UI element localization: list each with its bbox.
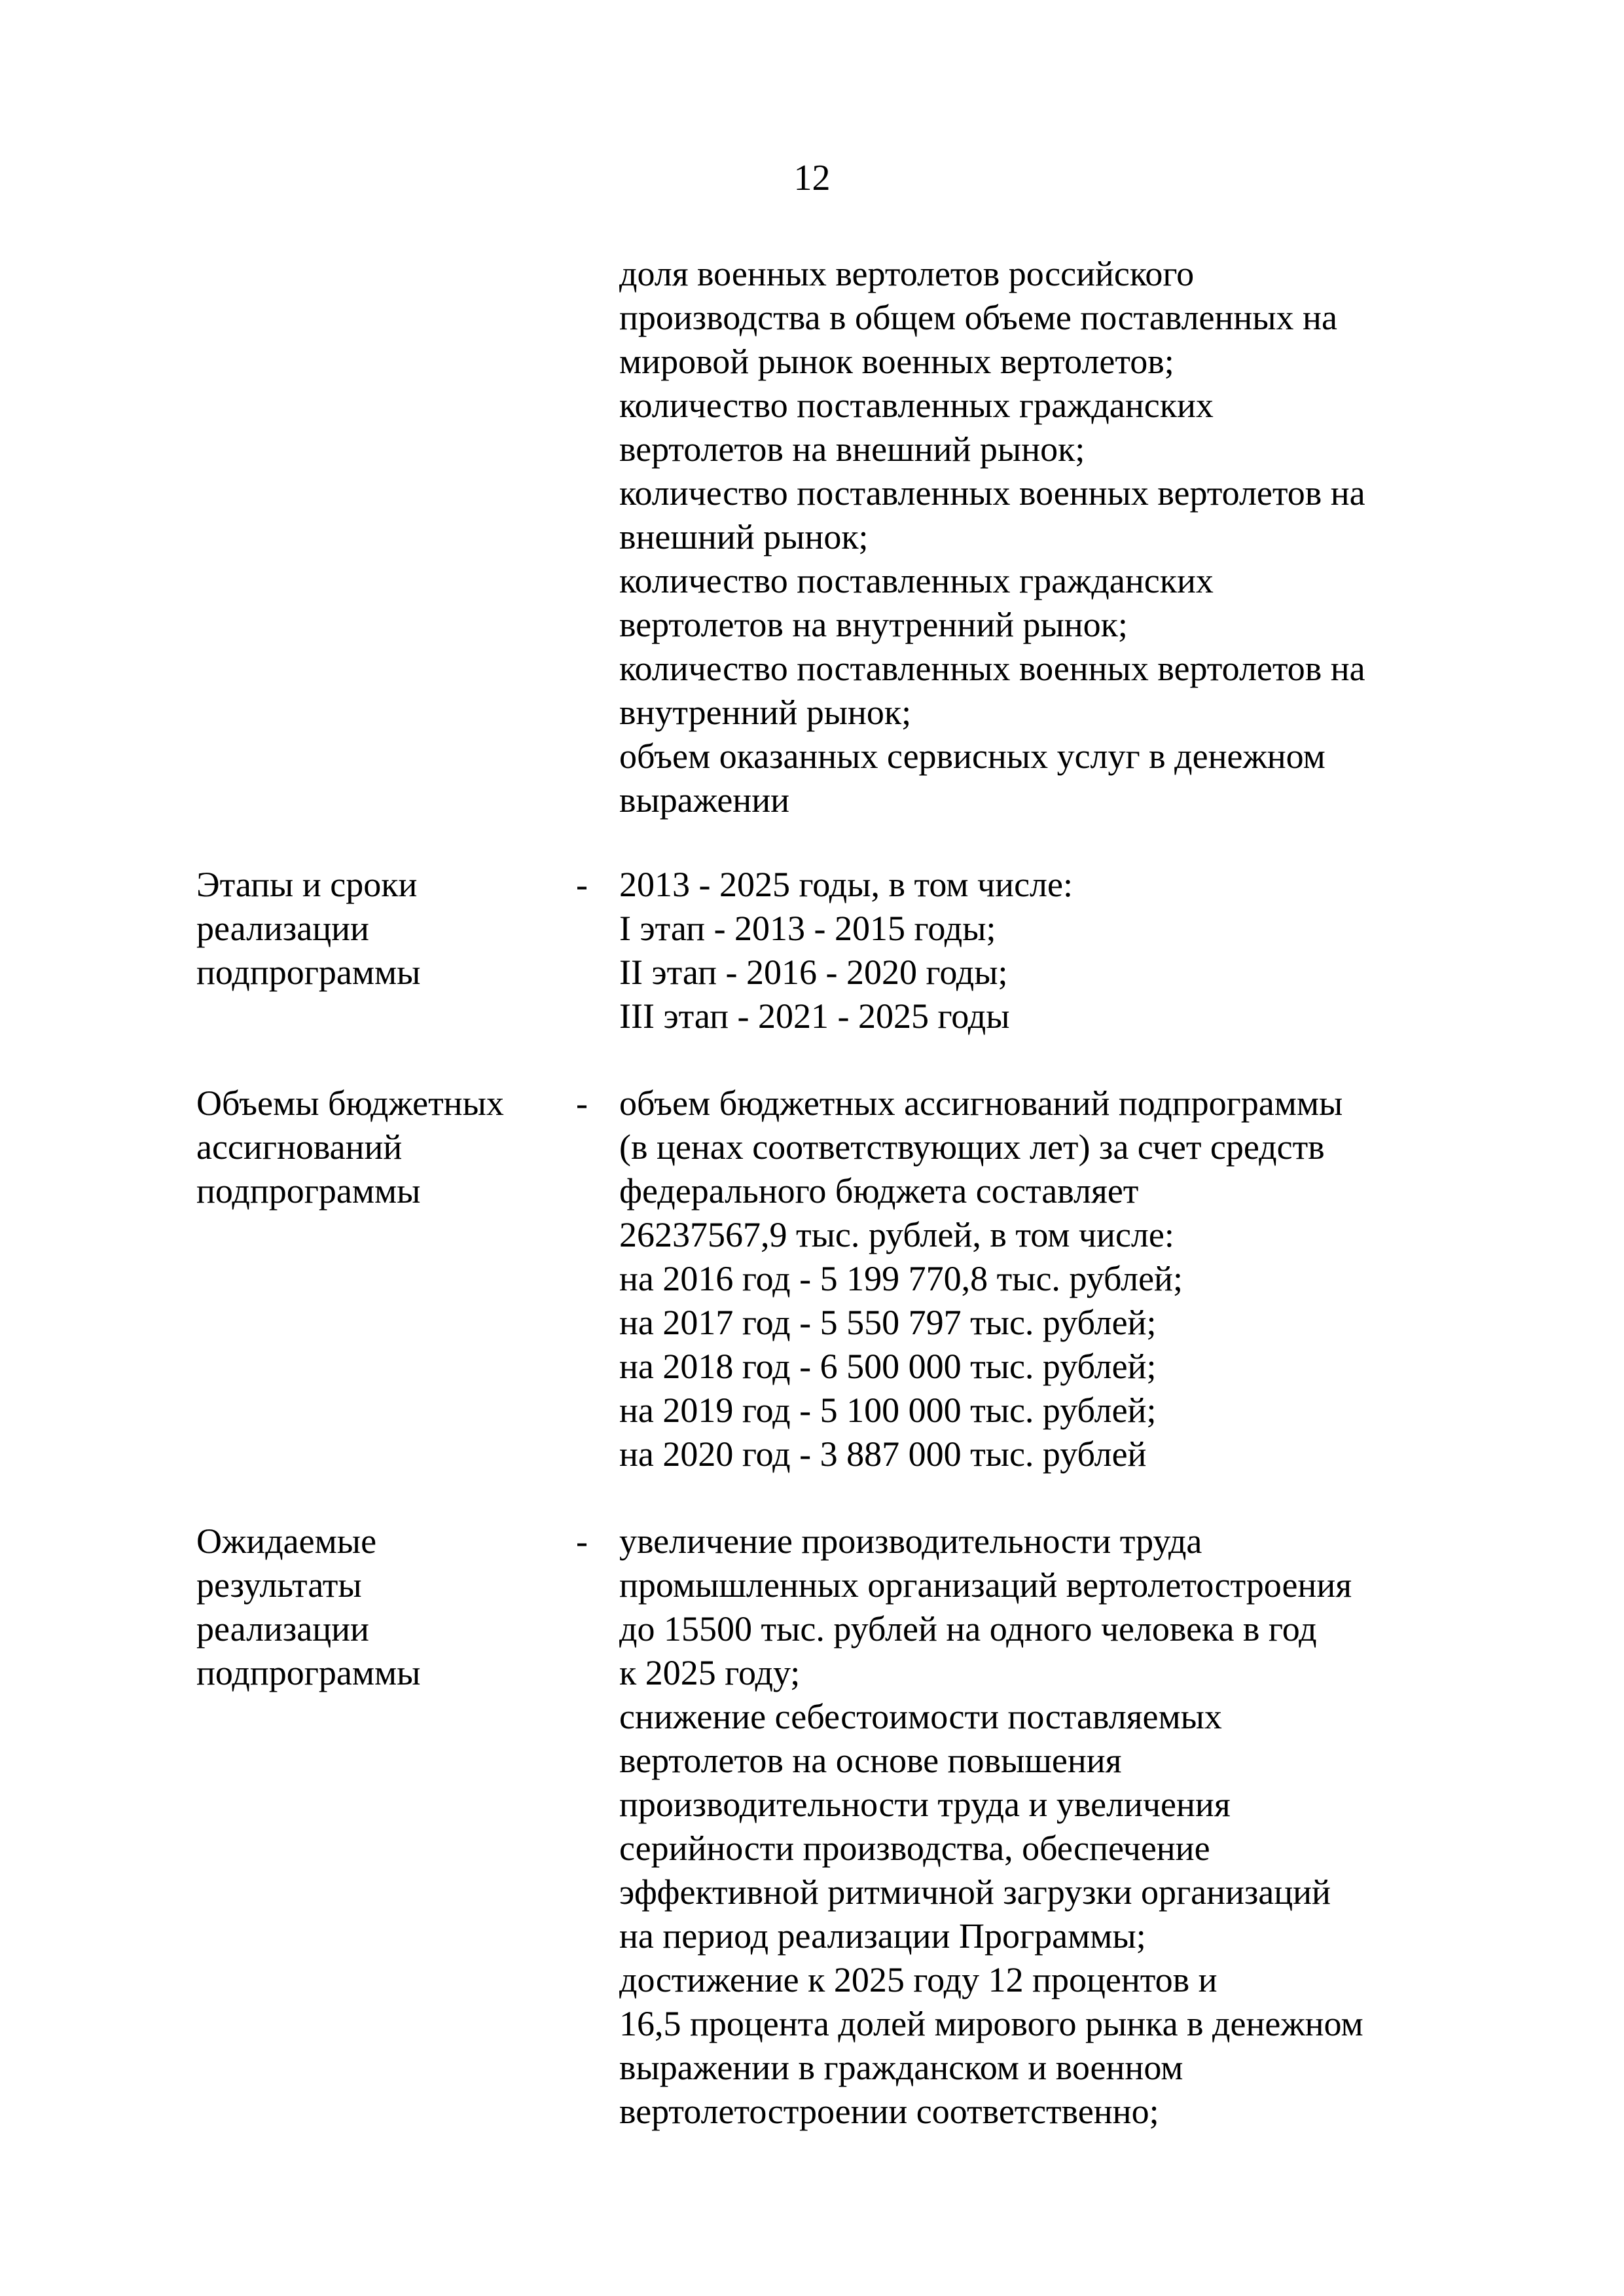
- indicator-line: количество поставленных гражданских: [619, 561, 1214, 600]
- content-line: 16,5 процента долей мирового рынка в денежном: [619, 2004, 1363, 2043]
- label-line: Ожидаемые: [196, 1522, 377, 1561]
- content-line: выражении в гражданском и военном: [619, 2048, 1183, 2087]
- content-line: I этап - 2013 - 2015 годы;: [619, 909, 996, 948]
- section-content: [619, 863, 1073, 1038]
- content-line: (в ценах соответствующих лет) за счет средств: [619, 1127, 1325, 1167]
- label-line: Объемы бюджетных: [196, 1084, 504, 1123]
- label-line: подпрограммы: [196, 953, 421, 992]
- content-line: объем бюджетных ассигнований подпрограммы: [619, 1084, 1343, 1123]
- separator-dash: -: [576, 1522, 588, 1561]
- indicator-line: производства в общем объеме поставленных на: [619, 298, 1337, 337]
- label-line: ассигнований: [196, 1127, 403, 1167]
- page-number: 12: [793, 158, 831, 198]
- content-line: на 2017 год - 5 550 797 тыс. рублей;: [619, 1303, 1157, 1342]
- label-line: подпрограммы: [196, 1653, 421, 1692]
- indicators-continued-list: [619, 252, 1365, 822]
- indicator-line: количество поставленных гражданских: [619, 386, 1214, 425]
- content-line: вертолетостроении соответственно;: [619, 2092, 1159, 2131]
- section-label: [196, 1520, 420, 1695]
- indicator-line: количество поставленных военных вертолетов на: [619, 649, 1365, 688]
- content-line: федерального бюджета составляет: [619, 1171, 1139, 1211]
- content-line: эффективной ритмичной загрузки организаций: [619, 1872, 1331, 1912]
- content-line: до 15500 тыс. рублей на одного человека в год: [619, 1609, 1317, 1649]
- content-line: производительности труда и увеличения: [619, 1785, 1231, 1824]
- section-label: [196, 1082, 504, 1213]
- indicator-line: внутренний рынок;: [619, 693, 912, 732]
- content-line: на период реализации Программы;: [619, 1916, 1146, 1956]
- content-line: увеличение производительности труда: [619, 1522, 1202, 1561]
- section-content: [619, 1082, 1343, 1476]
- content-line: серийности производства, обеспечение: [619, 1829, 1210, 1868]
- indicator-line: мировой рынок военных вертолетов;: [619, 342, 1174, 381]
- section-label: [196, 863, 420, 994]
- content-line: снижение себестоимости поставляемых: [619, 1697, 1222, 1736]
- separator-dash: -: [576, 865, 588, 904]
- content-line: к 2025 году;: [619, 1653, 801, 1692]
- content-line: 2013 - 2025 годы, в том числе:: [619, 865, 1073, 904]
- indicator-line: внешний рынок;: [619, 517, 869, 556]
- indicator-line: доля военных вертолетов российского: [619, 254, 1195, 293]
- label-line: реализации: [196, 1609, 369, 1649]
- content-line: III этап - 2021 - 2025 годы: [619, 996, 1010, 1036]
- content-line: на 2019 год - 5 100 000 тыс. рублей;: [619, 1391, 1157, 1430]
- indicator-line: выражении: [619, 780, 790, 820]
- label-line: подпрограммы: [196, 1171, 421, 1211]
- label-line: результаты: [196, 1565, 362, 1605]
- content-line: 26237567,9 тыс. рублей, в том числе:: [619, 1215, 1174, 1254]
- content-line: промышленных организаций вертолетостроения: [619, 1565, 1352, 1605]
- indicator-line: вертолетов на внешний рынок;: [619, 429, 1085, 469]
- label-line: реализации: [196, 909, 369, 948]
- content-line: на 2020 год - 3 887 000 тыс. рублей: [619, 1434, 1147, 1474]
- content-line: вертолетов на основе повышения: [619, 1741, 1122, 1780]
- section-content: [619, 1520, 1363, 2134]
- content-line: на 2018 год - 6 500 000 тыс. рублей;: [619, 1347, 1157, 1386]
- content-line: на 2016 год - 5 199 770,8 тыс. рублей;: [619, 1259, 1183, 1298]
- indicator-line: объем оказанных сервисных услуг в денежном: [619, 737, 1326, 776]
- separator-dash: -: [576, 1084, 588, 1123]
- indicator-line: вертолетов на внутренний рынок;: [619, 605, 1128, 644]
- content-line: достижение к 2025 году 12 процентов и: [619, 1960, 1218, 1999]
- content-line: II этап - 2016 - 2020 годы;: [619, 953, 1008, 992]
- indicator-line: количество поставленных военных вертолетов на: [619, 473, 1365, 513]
- label-line: Этапы и сроки: [196, 865, 418, 904]
